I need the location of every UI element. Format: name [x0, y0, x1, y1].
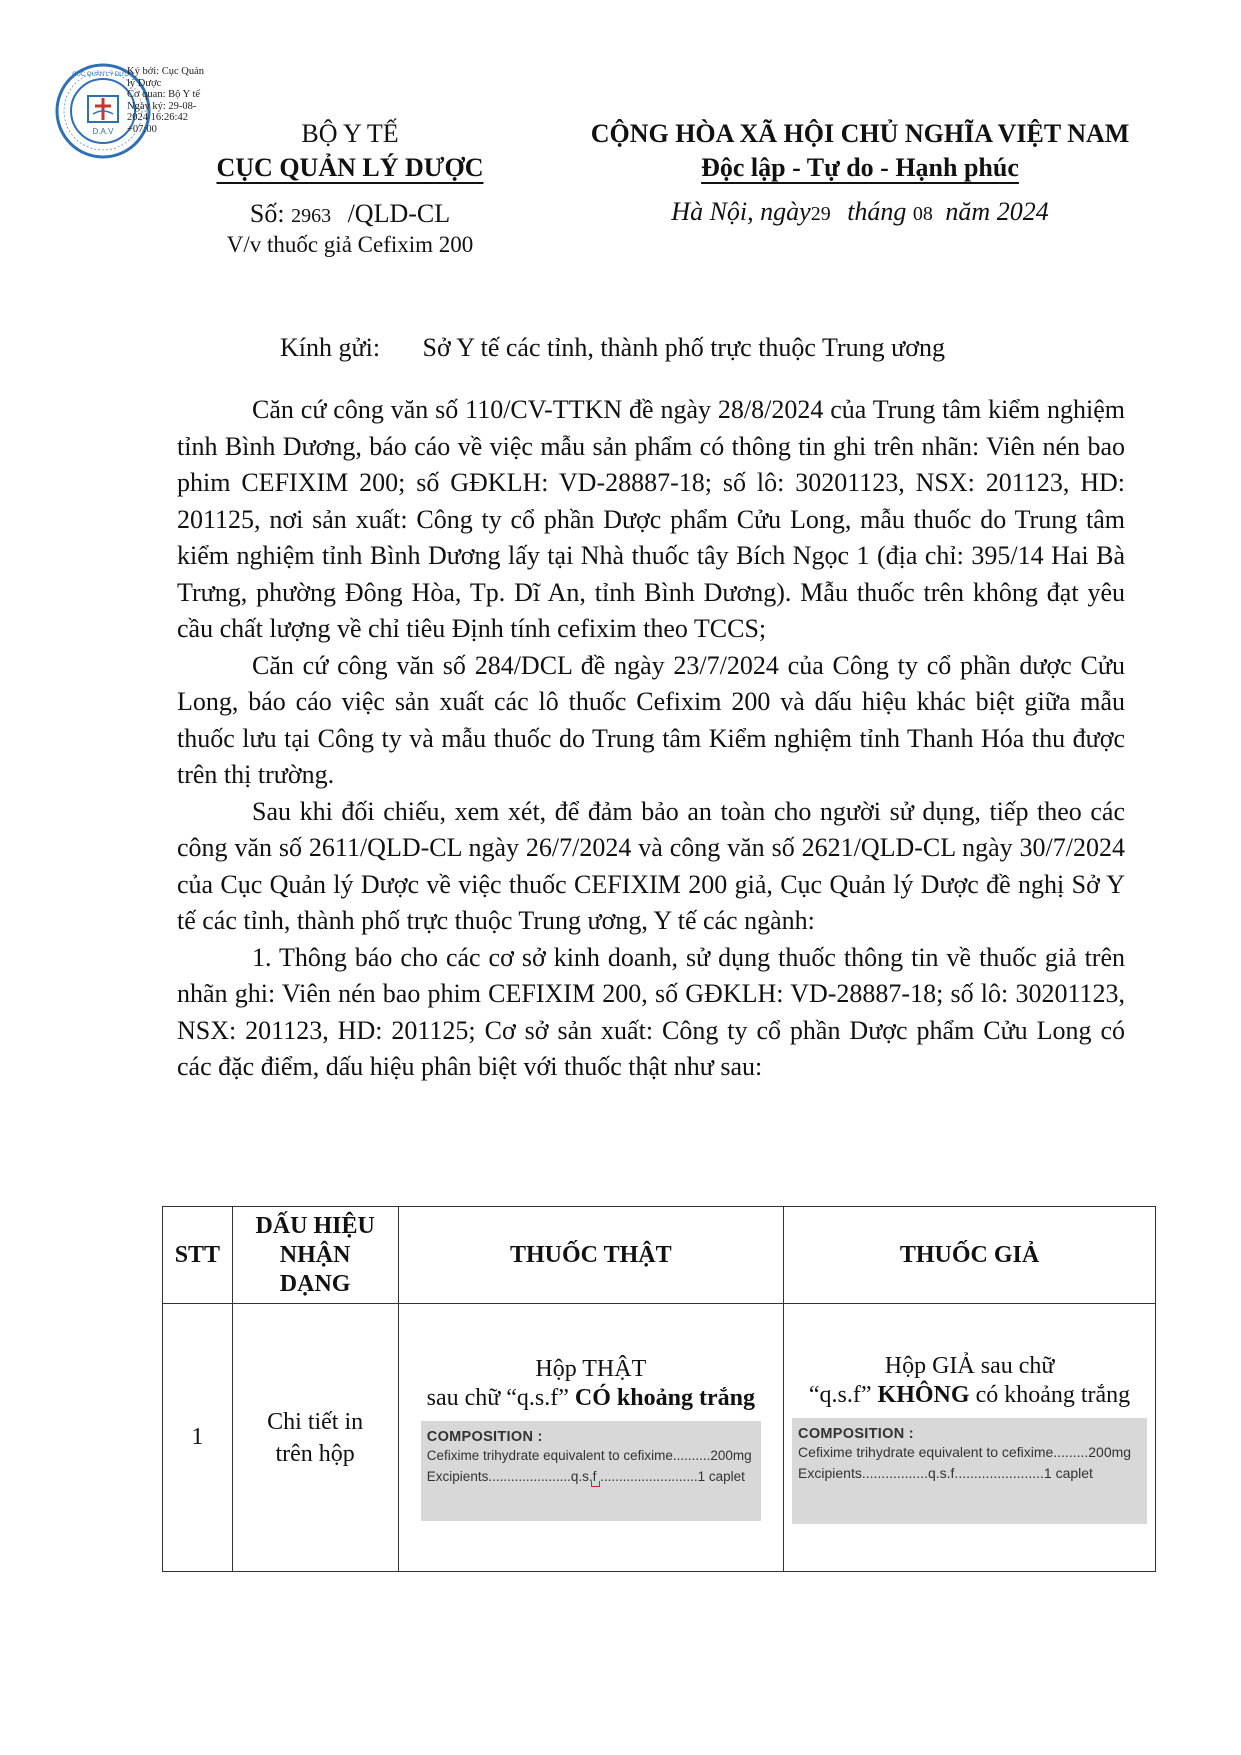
document-number: Số: 2963 /QLD-CL — [249, 199, 451, 228]
document-body — [177, 392, 1125, 1086]
ministry-name: BỘ Y TẾ — [301, 119, 399, 148]
row-fake — [784, 1304, 1156, 1572]
document-subject: V/v thuốc giả Cefixim 200 — [226, 232, 474, 257]
signature-line: Ngày ký: 29-08- — [127, 100, 197, 112]
real-box-photo: COMPOSITION : Cefixime trihydrate equivalent to cefixime..........200mg Excipients......................q.s.f ..........................1 caplet — [421, 1421, 761, 1521]
header-sign: DẤU HIỆU NHẬN DẠNG — [232, 1207, 398, 1304]
header-real: THUỐC THẬT — [398, 1207, 784, 1304]
header-stt: STT — [163, 1207, 233, 1304]
recipient-value: Sở Y tế các tỉnh, thành phố trực thuộc Trung ương — [422, 333, 945, 362]
body-paragraph: Căn cứ công văn số 110/CV-TTKN đề ngày 28/8/2024 của Trung tâm kiểm nghiệm tỉnh Bình Dương, báo cáo về việc mẫu sản phẩm có thông tin ghi trên nhãn: Viên nén bao phim CEFIXIM 200; số GĐKLH: VD-28887-18; số lô: 30201123, NSX: 201123, HD: 201125, nơi sản xuất: Công ty cổ phần Dược phẩm Cửu Long, mẫu thuốc do Trung tâm kiểm nghiệm tỉnh Bình Dương lấy tại Nhà thuốc tây Bích Ngọc 1 (địa chỉ: 395/14 Hai Bà Trưng, phường Đông Hòa, Tp. Dĩ An, tỉnh Bình Dương). Mẫu thuốc trên không đạt yêu cầu chất lượng về chỉ tiêu Định tính cefixim theo TCCS; — [177, 395, 1125, 643]
signature-line: Ký bởi: Cục Quản — [127, 66, 205, 77]
body-paragraph: Căn cứ công văn số 284/DCL đề ngày 23/7/2024 của Công ty cổ phần dược Cửu Long, báo cáo việc sản xuất các lô thuốc Cefixim 200 và dấu hiệu khác biệt giữa mẫu thuốc lưu tại Công ty và mẫu thuốc do Trung tâm Kiểm nghiệm tỉnh Thanh Hóa thu được trên thị trường. — [177, 650, 1125, 789]
table-header-row — [163, 1207, 1156, 1304]
signature-line: Cơ quan: Bộ Y tế — [127, 89, 201, 100]
country-name: CỘNG HÒA XÃ HỘI CHỦ NGHĨA VIỆT NAM — [590, 119, 1130, 148]
department-name: CỤC QUẢN LÝ DƯỢC — [216, 153, 484, 182]
fake-caption-line2: “q.s.f” KHÔNG có khoảng trắng — [808, 1381, 1131, 1408]
row-stt: 1 — [163, 1304, 233, 1572]
body-paragraph: Sau khi đối chiếu, xem xét, để đảm bảo an toàn cho người sử dụng, tiếp theo các công văn số 2611/QLD-CL ngày 26/7/2024 và công văn số 2621/QLD-CL ngày 30/7/2024 của Cục Quản lý Dược về việc thuốc CEFIXIM 200 giả, Cục Quản lý Dược đề nghị Sở Y tế các tỉnh, thành phố trực thuộc Trung ương, Y tế các ngành: — [177, 796, 1125, 935]
comparison-table — [162, 1206, 1156, 1572]
row-sign: Chi tiết in trên hộp — [232, 1304, 398, 1572]
header-fake: THUỐC GIẢ — [784, 1207, 1156, 1304]
national-motto: Độc lập - Tự do - Hạnh phúc — [701, 153, 1019, 182]
signature-line: 2024 16:26:42 — [127, 112, 188, 123]
body-paragraph: 1. Thông báo cho các cơ sở kinh doanh, sử dụng thuốc thông tin về thuốc giả trên nhãn ghi: Viên nén bao phim CEFIXIM 200, số GĐKLH: VD-28887-18; số lô: 30201123, NSX: 201123, HD: 201125; Cơ sở sản xuất: Công ty cổ phần Dược phẩm Cửu Long có các đặc điểm, dấu hiệu phân biệt với thuốc thật như sau: — [177, 942, 1125, 1081]
fake-caption-line1: Hộp GIẢ sau chữ — [884, 1352, 1055, 1379]
space-highlight-mark — [591, 1481, 600, 1487]
number-value: 2963 — [291, 205, 332, 227]
table-row — [163, 1304, 1156, 1572]
row-real — [398, 1304, 784, 1572]
signature-line: +07:00 — [127, 123, 157, 135]
fake-box-photo: COMPOSITION : Cefixime trihydrate equivalent to cefixime.........200mg Excipients.................q.s.f.......................1 caplet — [792, 1418, 1147, 1524]
real-caption-line2: sau chữ “q.s.f” CÓ khoảng trắng — [426, 1384, 755, 1411]
svg-text:CỤC QUẢN LÝ DƯỢC: CỤC QUẢN LÝ DƯỢC — [72, 72, 134, 78]
issue-date: Hà Nội, ngày29 tháng 08 năm 2024 — [671, 197, 1049, 226]
svg-text:D.A.V: D.A.V — [92, 127, 114, 136]
signature-line: lý Dược — [127, 77, 162, 89]
recipient-label: Kính gửi: — [280, 333, 381, 362]
real-caption-line1: Hộp THẬT — [535, 1355, 647, 1382]
recipient-line — [280, 333, 1140, 363]
